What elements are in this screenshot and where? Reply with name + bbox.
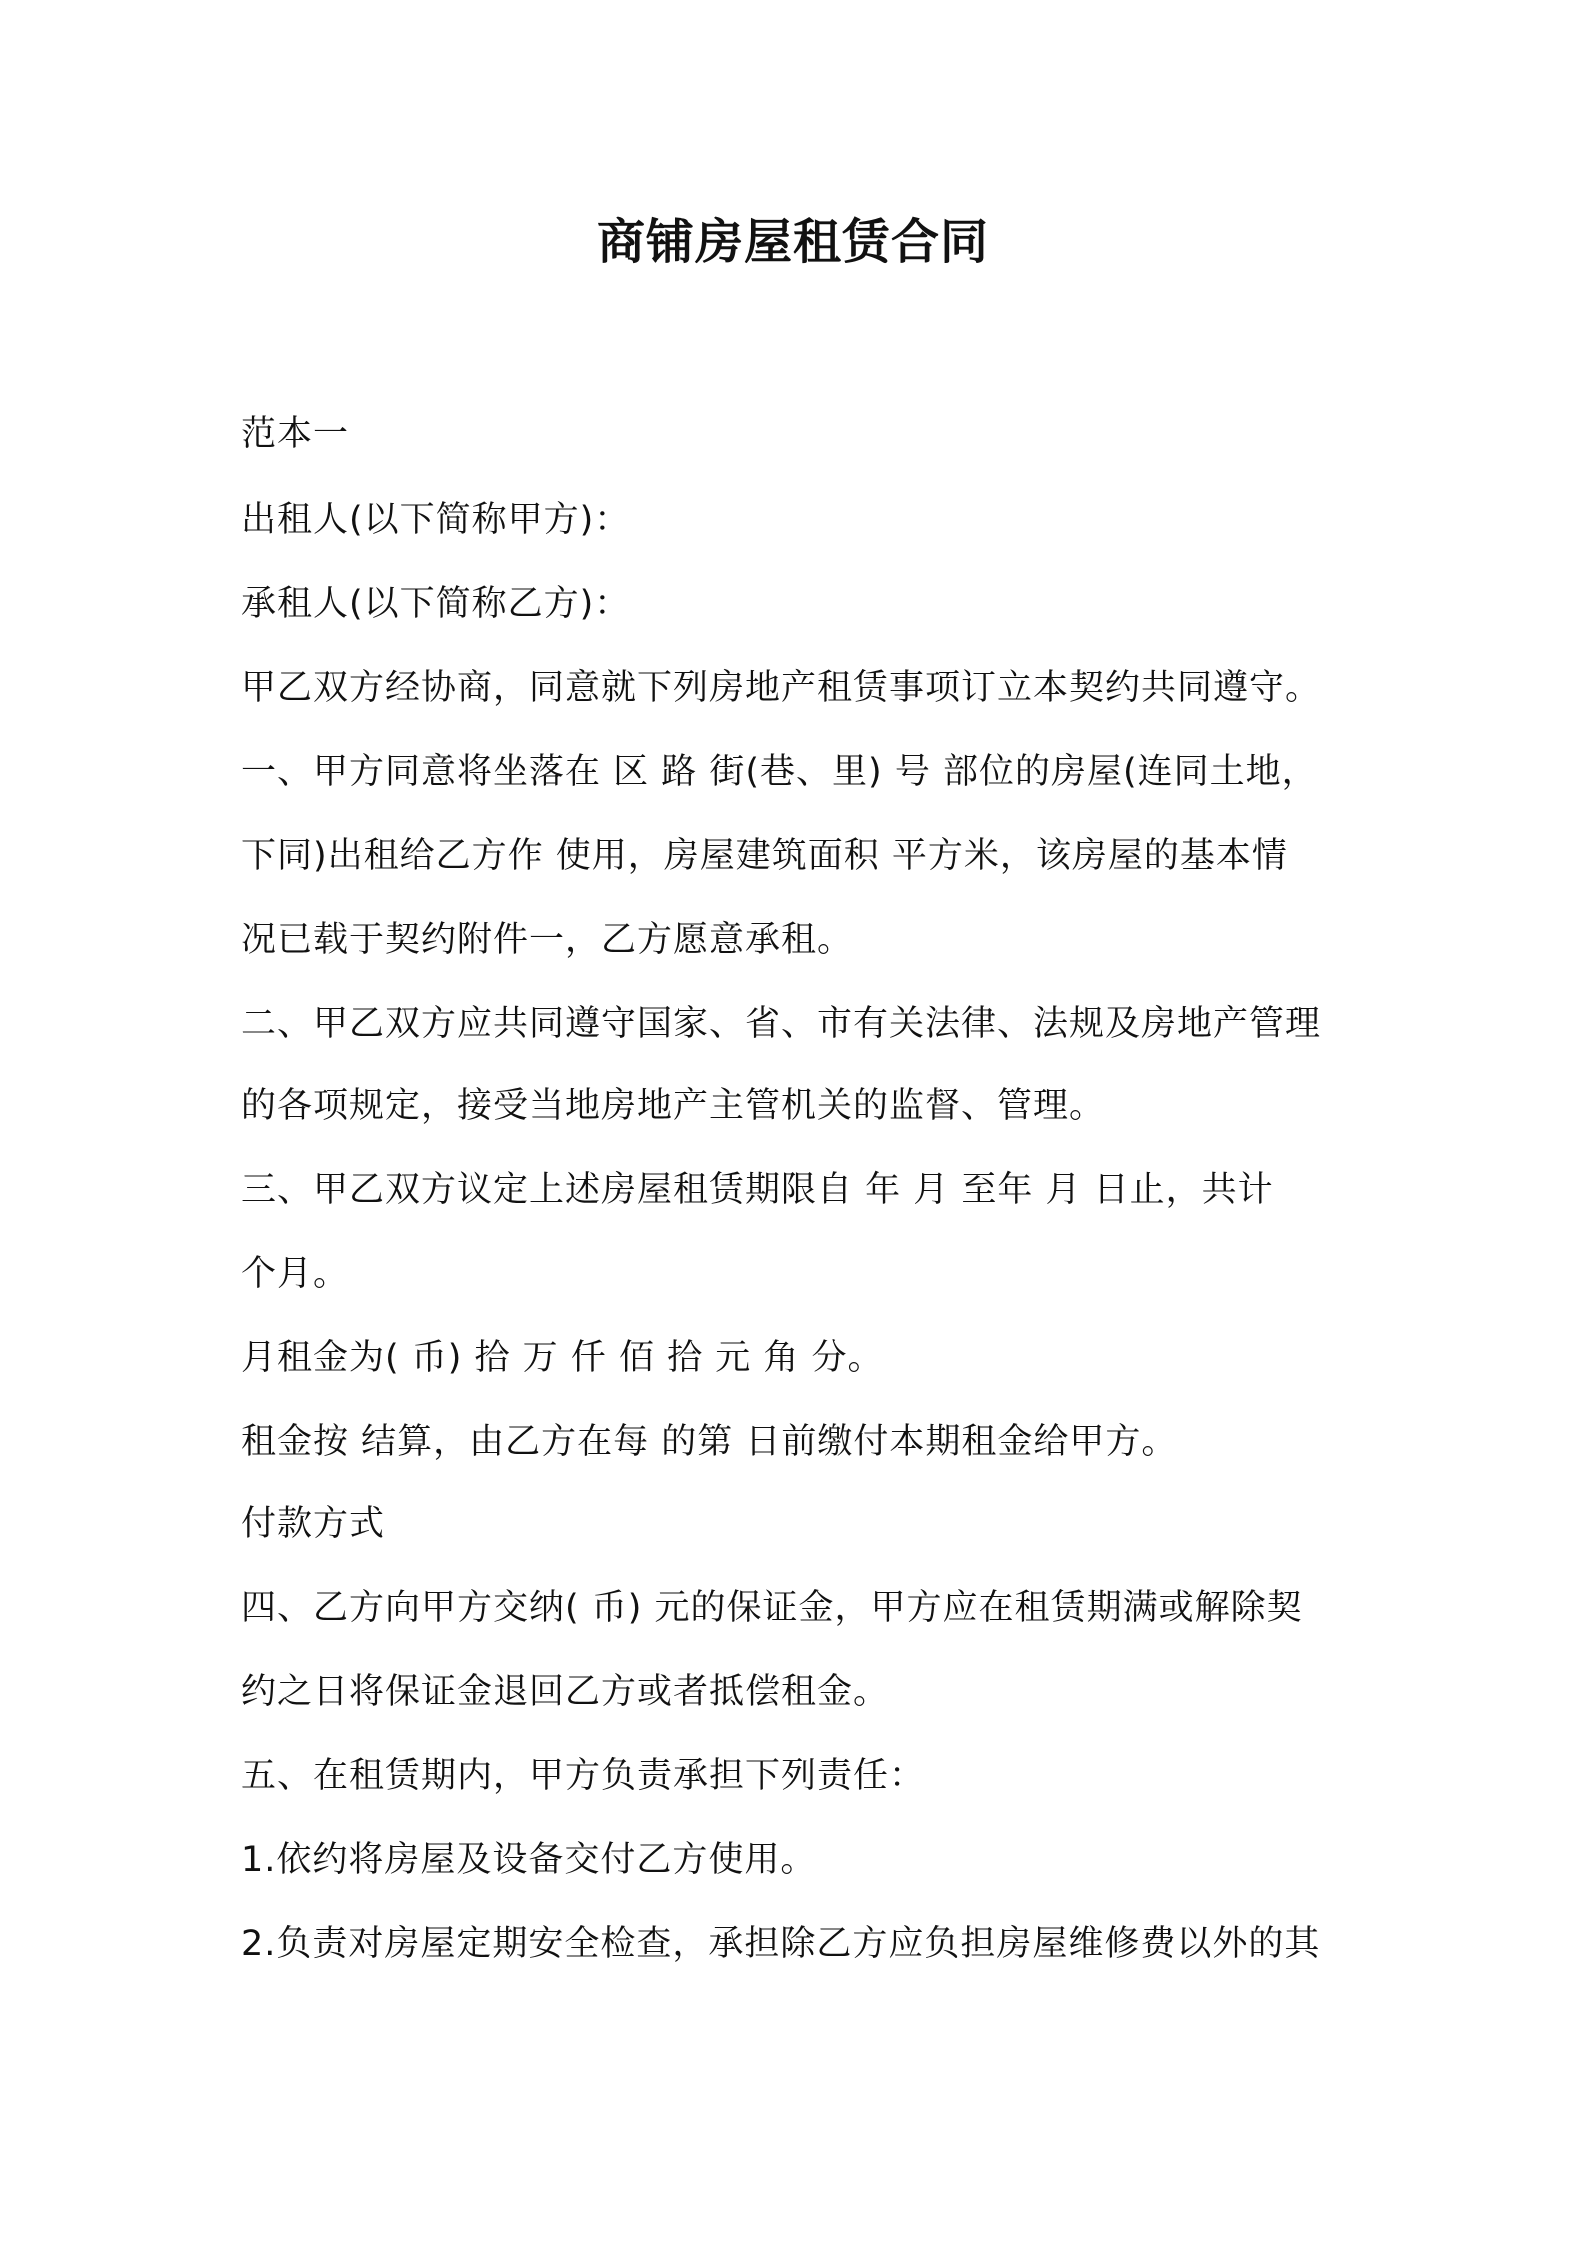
text-line: 承租人(以下简称乙方)： [241, 584, 631, 624]
document-title: 商铺房屋租赁合同 [596, 214, 989, 270]
text-line: 四、乙方向甲方交纳( 币) 元的保证金，甲方应在租赁期满或解除契 [241, 1588, 1303, 1628]
text-line: 约之日将保证金退回乙方或者抵偿租金。 [241, 1672, 890, 1712]
text-line: 甲乙双方经协商，同意就下列房地产租赁事项订立本契约共同遵守。 [241, 668, 1322, 708]
text-line: 况已载于契约附件一，乙方愿意承租。 [241, 920, 854, 960]
text-line: 2.负责对房屋定期安全检查，承担除乙方应负担房屋维修费以外的其 [241, 1924, 1321, 1964]
text-line: 三、甲乙双方议定上述房屋租赁期限自 年 月 至年 月 日止，共计 [241, 1170, 1274, 1210]
text-line: 一、甲方同意将坐落在 区 路 街(巷、里) 号 部位的房屋(连同土地， [241, 752, 1318, 792]
text-line: 的各项规定，接受当地房地产主管机关的监督、管理。 [241, 1086, 1106, 1126]
text-line: 租金按 结算，由乙方在每 的第 日前缴付本期租金给甲方。 [241, 1422, 1178, 1462]
text-line: 出租人(以下简称甲方)： [241, 500, 631, 540]
text-line: 范本一 [241, 414, 350, 454]
text-line: 下同)出租给乙方作 使用，房屋建筑面积 平方米，该房屋的基本情 [241, 836, 1288, 876]
text-line: 付款方式 [241, 1504, 386, 1544]
text-line: 二、甲乙双方应共同遵守国家、省、市有关法律、法规及房地产管理 [241, 1004, 1322, 1044]
text-line: 个月。 [241, 1254, 350, 1294]
text-line: 1.依约将房屋及设备交付乙方使用。 [241, 1840, 817, 1880]
text-line: 月租金为( 币) 拾 万 仟 佰 拾 元 角 分。 [241, 1338, 884, 1378]
text-line: 五、在租赁期内，甲方负责承担下列责任： [241, 1756, 926, 1796]
